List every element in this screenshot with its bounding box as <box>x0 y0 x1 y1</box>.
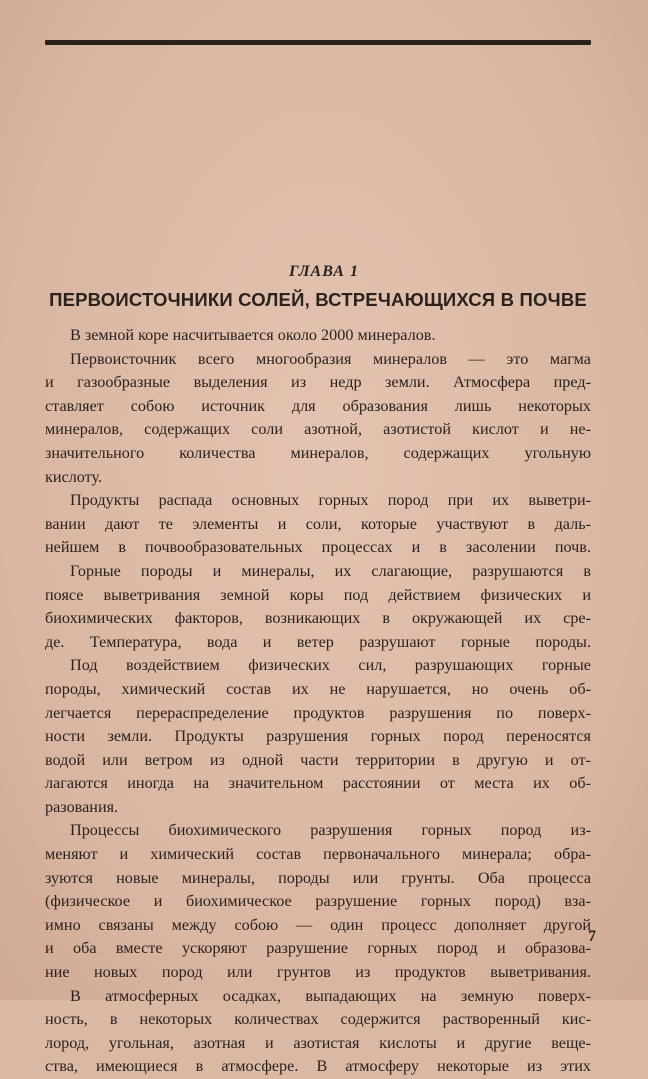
body-text <box>45 324 591 1079</box>
text-line: кислоту. <box>45 467 103 486</box>
text-line: ности земли. Продукты разрушения горных пород переносятся <box>45 727 591 746</box>
text-line: лагаются иногда на значительном расстоянии от места их об- <box>45 774 591 793</box>
text-line: поясе выветривания земной коры под действием физических и <box>45 585 591 604</box>
text-line: Процессы биохимического разрушения горных пород из- <box>70 821 591 840</box>
text-line: минералов, содержащих соли азотной, азотистой кислот и не- <box>45 420 591 439</box>
text-line: и газообразные выделения из недр земли. Атмосфера пред- <box>45 373 591 392</box>
text-line: легчается перераспределение продуктов разрушения по поверх- <box>45 703 591 722</box>
text-line: водой или ветром из одной части территории в другую и от- <box>45 750 591 769</box>
text-line: де. Температура, вода и ветер разрушают горные породы. <box>45 632 591 651</box>
text-line: (физическое и биохимическое разрушение горных пород) вза- <box>45 892 591 911</box>
text-line: и оба вместе ускоряют разрушение горных пород и образова- <box>45 939 591 958</box>
text-line: Первоисточник всего многообразия минералов — это магма <box>70 349 591 368</box>
text-line: разования. <box>45 797 119 816</box>
text-line: В атмосферных осадках, выпадающих на земную поверх- <box>70 986 591 1005</box>
text-line: вании дают те элементы и соли, которые участвуют в даль- <box>45 514 591 533</box>
text-line: значительного количества минералов, содержащих угольную <box>45 443 591 462</box>
text-line: Горные породы и минералы, их слагающие, разрушаются в <box>70 561 591 580</box>
text-line: лород, угольная, азотная и азотистая кислоты и другие веще- <box>45 1033 591 1052</box>
text-line: ставляет собою источник для образования лишь некоторых <box>45 396 591 415</box>
page-number: 7 <box>588 928 596 945</box>
chapter-title: ПЕРВОИСТОЧНИКИ СОЛЕЙ, ВСТРЕЧАЮЩИХСЯ В ПОЧВЕ <box>49 289 587 310</box>
text-line: биохимических факторов, возникающих в окружающей их сре- <box>45 609 591 628</box>
chapter-label: ГЛАВА 1 <box>289 263 359 280</box>
text-line: нейшем в почвообразовательных процессах и в засолении почв. <box>45 538 591 557</box>
text-line: меняют и химический состав первоначального минерала; обра- <box>45 845 591 864</box>
text-line: Под воздействием физических сил, разрушающих горные <box>70 656 591 675</box>
text-line: ность, в некоторых количествах содержится растворенный кис- <box>45 1010 591 1029</box>
text-line: зуются новые минералы, породы или грунты. Оба процесса <box>45 868 591 887</box>
text-line: В земной коре насчитывается около 2000 минералов. <box>70 326 436 344</box>
text-line: ние новых пород или грунтов из продуктов выветривания. <box>45 963 591 982</box>
text-line: ства, имеющиеся в атмосфере. В атмосферу некоторые из этих <box>45 1057 591 1076</box>
text-line: Продукты распада основных горных пород при их выветри- <box>70 491 591 510</box>
text-line: породы, химический состав их не нарушается, но очень об- <box>45 679 591 698</box>
text-line: имно связаны между собою — один процесс дополняет другой <box>45 915 591 934</box>
top-rule <box>45 40 591 45</box>
